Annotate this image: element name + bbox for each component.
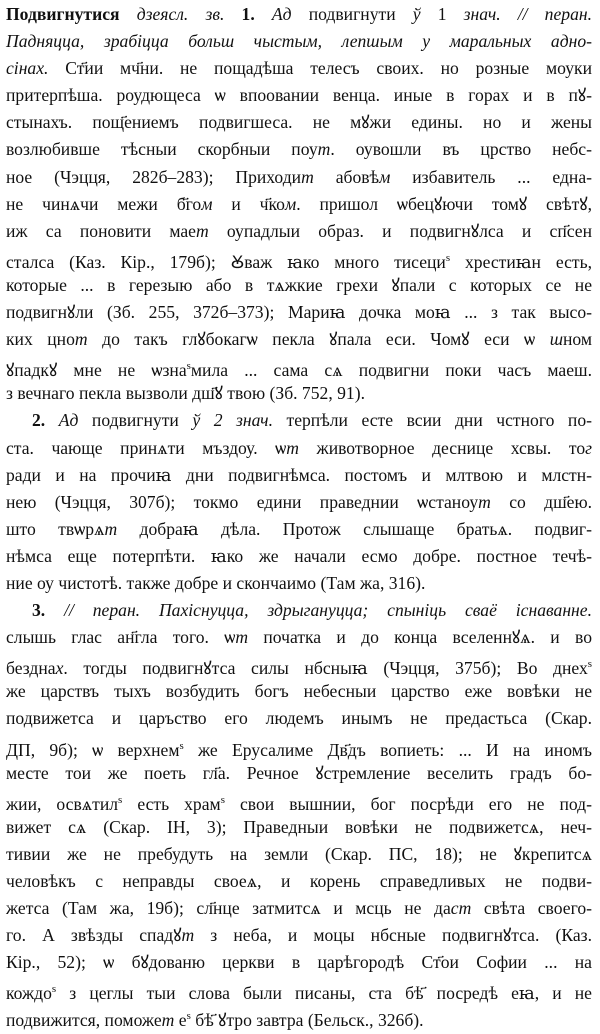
text-line	[6, 705, 592, 732]
text-segment: вижет сѧ (Скар. ІН, 3); Праведныи вовѣки не подвижетсѧ, неч-	[6, 816, 592, 837]
text-segment: свѣта своего-	[471, 898, 592, 919]
text-segment: ное (Чэцця, 282б–283); Приходи	[6, 166, 302, 187]
text-segment: человѣкъ с неправды своеѧ, и корень справедливых не подви-	[6, 871, 592, 891]
text-line	[6, 435, 592, 462]
dictionary-page	[0, 1, 600, 1031]
text-line	[6, 82, 592, 109]
text-segment: ꙋпадкꙋ мне не ѡзна	[6, 360, 187, 381]
text-segment: же Ерусалиме Дв҃дъ вопиеть: ... И на иномъ	[183, 739, 592, 760]
text-segment: подвижетса и царъство его людемъ инымъ не предастьса (Скар.	[6, 708, 592, 729]
text-segment: которые ... в герезыю або в тѧжкие грехи ꙋпали с которых се не	[6, 274, 592, 295]
italic-text: Падняцца, зрабіцца больш чыстым, лепшым у маральных адно-	[6, 31, 592, 52]
italic-text: ст	[450, 898, 472, 919]
italic-text: м	[379, 166, 391, 187]
text-line	[6, 760, 592, 787]
text-segment: 1	[420, 4, 464, 24]
italic-text: т	[478, 491, 491, 512]
text-segment: подвижится, поможе	[6, 1010, 162, 1031]
text-line	[6, 353, 592, 380]
text-line	[6, 570, 592, 597]
text-segment: подвигнꙋли (Зб. 255, 372б–373); Мариꙗ дочка моꙗ ... з так высо-	[6, 302, 592, 323]
text-line	[6, 543, 592, 570]
text-segment: што твѡрѧ	[6, 518, 105, 539]
italic-text: ў 2 знач.	[192, 410, 273, 431]
text-line	[6, 109, 592, 136]
text-line	[6, 164, 592, 191]
text-segment: есть храм	[122, 793, 221, 814]
text-segment: . пришол ѡбецꙋючи томꙋ свѣтꙋ,	[296, 193, 593, 214]
text-line	[6, 624, 592, 651]
text-segment: возлюбивше тѣсныи скорбныи поу	[6, 139, 318, 160]
text-line	[6, 949, 592, 976]
text-line	[6, 1003, 592, 1030]
text-segment: з цеглы тыи слова были писаны, ста бѣ҃ посредѣ еꙗ, и не	[56, 983, 592, 1004]
italic-text: х	[55, 658, 64, 679]
text-line	[6, 516, 592, 543]
italic-text: ў	[412, 4, 421, 24]
text-line	[6, 678, 592, 705]
text-segment: со дш҃ею.	[490, 491, 592, 512]
text-line	[6, 841, 592, 868]
text-line	[6, 407, 592, 434]
sense-number: 1.	[241, 4, 255, 24]
text-segment: свои вышнии, бог посрѣди его не под-	[224, 793, 592, 814]
italic-text: т	[161, 1010, 175, 1031]
text-segment: Ст҃ии мч҃ни. не пощадѣша телесъ своих. но розные моуки	[48, 58, 592, 79]
text-segment: е	[174, 1010, 187, 1031]
text-segment: бездна	[6, 658, 56, 679]
text-segment: ние оу чистотѣ. также добре и скончаимо (Там жа, 316).	[6, 572, 426, 593]
text-segment: животворное деснице хсвы. то	[299, 437, 586, 458]
text-line	[6, 28, 592, 55]
text-line	[6, 272, 592, 299]
italic-text: знач. // перан.	[463, 4, 593, 24]
italic-text: т	[301, 166, 314, 187]
italic-text: т	[286, 437, 299, 458]
italic-text: // перан. Пахіснуцца, здрыгануцца; спыніць сваё існаванне.	[64, 600, 592, 621]
text-line	[6, 299, 592, 326]
text-line	[6, 922, 592, 949]
text-line	[6, 976, 592, 1003]
text-segment: бѣ҃ ꙋтро завтра (Бельск., 326б).	[190, 1010, 424, 1031]
italic-text: Ад	[271, 4, 292, 24]
text-line	[6, 136, 592, 163]
text-segment: оупадлыи образ. и подвигнꙋлса и сп҃сен	[208, 220, 593, 241]
text-line	[6, 380, 592, 407]
text-segment: месте тои же поеть гл҃а. Речное ꙋстремление веселить градъ бо-	[6, 762, 592, 783]
text-segment: иж са	[6, 220, 80, 241]
text-segment: же царствъ тыхъ возбудить богъ небесныи царство еже вовѣки не	[6, 681, 592, 702]
text-segment: стынахъ. пощ҃ениемъ подвигшеса. не мꙋжи едины. но и жены	[6, 112, 592, 133]
text-segment: ких цно	[6, 329, 75, 350]
superscript-mark: s	[179, 739, 184, 752]
text-segment: абовѣ	[313, 166, 380, 187]
text-segment: тивии же не пребудуть на земли (Скар. ПС, 18); не ꙋкрепитсѧ	[6, 843, 592, 864]
text-segment: добраꙗ дѣла. Протож слышаще братьѧ. подвиг-	[117, 518, 592, 539]
text-segment: слышь глас ан҃гла того. ѡ	[6, 627, 236, 648]
text-line	[6, 868, 592, 895]
text-line	[6, 218, 592, 245]
text-segment: притерпѣша. роудющеса ѡ впоовании венца. иные в горах и в пꙋ-	[6, 85, 592, 106]
text-segment: ста. чающе принѧти мъздоу. ѡ	[6, 437, 287, 458]
italic-text: т	[195, 220, 209, 241]
superscript-mark: s	[445, 251, 451, 264]
superscript-mark: s	[186, 360, 191, 373]
text-line	[6, 651, 592, 678]
text-line	[6, 733, 592, 760]
italic-text: дзеясл. зв.	[136, 4, 225, 24]
text-segment: ДП, 9б); ѡ верхнем	[6, 739, 180, 760]
superscript-mark: s	[118, 793, 123, 806]
text-segment	[45, 600, 64, 620]
text-segment: подвигнути	[291, 4, 413, 24]
text-line	[6, 55, 592, 82]
italic-text: м	[201, 193, 213, 214]
text-segment: нѣмса еще потерпѣти. ꙗко же начали есмо добре. постное течѣ-	[6, 545, 592, 566]
italic-text: м	[284, 193, 297, 214]
text-segment: Кір., 52); ѡ бꙋдованю церкви в царѣгородѣ Ст҃ои Софии ... на	[6, 952, 592, 973]
text-segment: хрестиꙗн есть,	[450, 251, 592, 272]
text-segment: початка и до конца вселеннꙋѧ. и во	[248, 627, 592, 648]
dictionary-entry	[6, 1, 592, 1031]
text-segment: . тогды подвигнꙋтса силы нбсныꙗ (Чэцця, 375б); Во днех	[63, 658, 588, 679]
text-segment: до такъ глꙋбокагѡ пекла ꙋпала еси. Чомꙋ еси ѡ	[87, 329, 550, 350]
text-segment: жетса (Там жа, 19б); сл҃нце затмитсѧ и мсць не да	[6, 898, 451, 919]
italic-text: т	[181, 925, 195, 946]
text-segment: ради и на прочиꙗ дни подвигнѣмса. постомъ и млтвою и млстн-	[6, 464, 592, 485]
italic-text: т	[235, 627, 249, 648]
text-line	[6, 191, 592, 218]
text-segment: поновити мае	[79, 220, 196, 241]
text-segment: сталса (Каз. Кір., 179б); Ꙋваж ꙗко много тисеци	[6, 251, 446, 272]
text-line	[6, 245, 592, 272]
text-line	[6, 326, 592, 353]
text-segment: терпѣли есте всии дни чстного по-	[272, 410, 592, 431]
text-segment: избавитель ... една-	[390, 166, 593, 187]
text-line	[6, 489, 592, 516]
text-segment: . оувошли въ црство небс-	[330, 139, 592, 160]
superscript-mark: s	[51, 983, 57, 996]
text-segment: подвигнути	[78, 410, 193, 431]
text-segment	[224, 4, 241, 24]
text-line	[6, 1, 592, 28]
sense-number: 3.	[32, 600, 46, 621]
superscript-mark: s	[186, 1010, 191, 1023]
text-segment	[120, 4, 137, 24]
italic-text: т	[104, 518, 118, 539]
italic-text: Ад	[58, 410, 79, 431]
text-segment	[45, 410, 59, 430]
superscript-mark: s	[220, 793, 225, 806]
italic-text: т	[317, 139, 331, 160]
italic-text: ш	[549, 329, 563, 350]
text-segment: не чинѧчи межи б҃го	[6, 193, 202, 214]
text-segment: ном	[562, 329, 592, 350]
text-segment: жии, освѧтил	[6, 793, 119, 814]
headword: Подвигнутися	[6, 4, 120, 24]
italic-text: сінах.	[6, 58, 49, 79]
text-segment: го. А звѣзды спадꙋ	[6, 925, 182, 946]
text-segment	[255, 4, 272, 24]
text-segment: з неба, и моцы нбсные подвигнꙋтса. (Каз.	[194, 925, 593, 946]
text-segment: и ч҃ко	[212, 193, 285, 214]
italic-text: т	[74, 329, 88, 350]
text-line	[6, 597, 592, 624]
text-line	[6, 462, 592, 489]
text-line	[6, 895, 592, 922]
sense-number: 2.	[32, 410, 46, 431]
italic-text: г	[585, 437, 592, 458]
text-segment: кождо	[6, 983, 52, 1004]
text-segment: нею (Чэцця, 307б); токмо едини праведнии ѡстаноу	[6, 491, 479, 512]
text-line	[6, 814, 592, 841]
text-segment: з вечнаго пекла вызволи дш҃ꙋ твою (Зб. 752, 91).	[6, 383, 365, 404]
text-line	[6, 787, 592, 814]
superscript-mark: s	[587, 658, 592, 671]
text-segment: мила ... сама сѧ подвигни поки часъ маеш.	[190, 360, 592, 381]
